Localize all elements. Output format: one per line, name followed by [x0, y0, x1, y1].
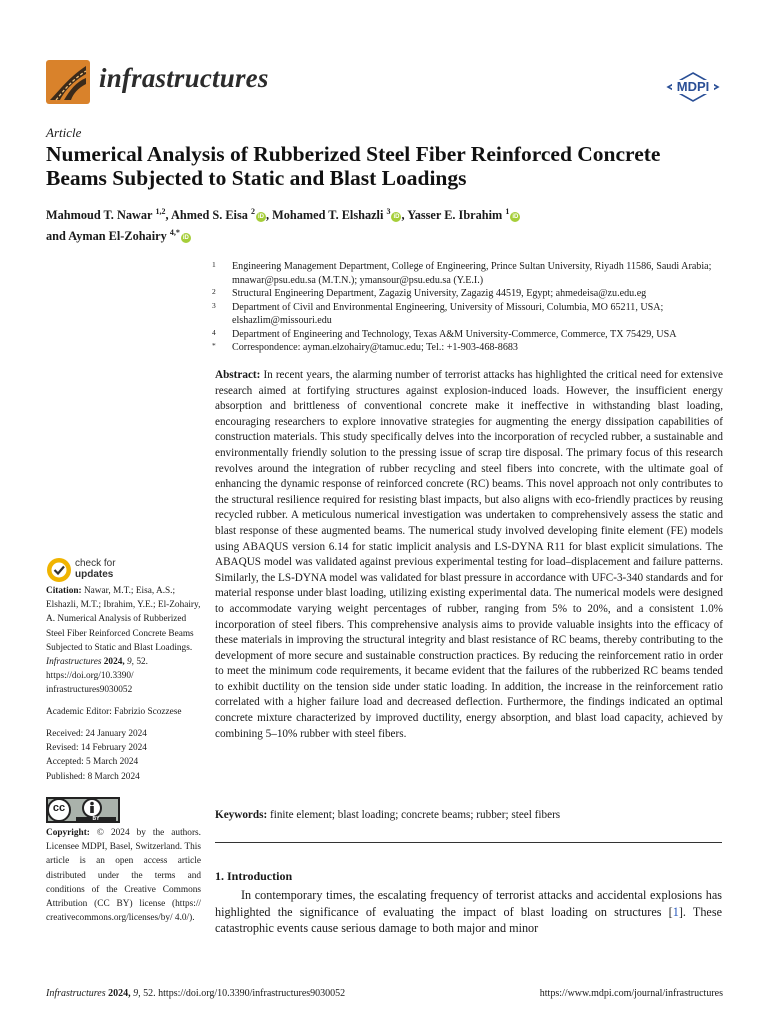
- citation-block: Citation: Nawar, M.T.; Eisa, A.S.; Elshazli, M.T.; Ibrahim, Y.E.; El-Zohairy, A. Numerical Analysis of Rubberized Steel Fiber Reinforced Concrete Beams Subjected to Static and Blast Loadings. Infrastructures 2024, 9, 52. https://doi.org/10.3390/ infrastructures9030052: [46, 586, 201, 696]
- author-affil-sup: 4,*: [169, 228, 180, 238]
- check-updates-icon: [46, 557, 72, 583]
- cc-by-license-icon[interactable]: [46, 797, 120, 823]
- affiliation-item: 2 Structural Engineering Department, Zagazig University, Zagazig 44519, Egypt; ahmedeisa@zu.edu.eg: [212, 287, 647, 299]
- journal-logo-icon: [46, 60, 90, 104]
- keywords-text: finite element; blast loading; concrete beams; rubber; steel fibers: [270, 809, 561, 821]
- cc-badge-text: BY: [92, 816, 100, 822]
- orcid-icon[interactable]: iD: [393, 214, 400, 221]
- abstract-text: In recent years, the alarming number of terrorist attacks has highlighted the critical need for extensive research aimed at fortifying structures against explosion-induced loads. However, the insufficient energy absorption and brittleness of conventional concrete make it ineffective in withstanding blast loading, encouraging researchers to explore innovative strategies for augmenting the energy dissipation capabilities of construction materials. This study specifically delves into the incorporation of recycled rubber, a sustainable and environmentally friendly solution to the pressing issue of scrap tire disposal. The primary focus of this research revolves around the integration of rubber recycling and steel fibers into concrete, with the ultimate goal of enhancing the dynamic response of reinforced concrete (RC) beams. This novel approach not only contributes to the structural resilience required for resisting blast impacts, but also aligns with eco-friendly practices by reusing recycled rubber. A meticulous numerical investigation was undertaken to comprehensively assess the static and blast response of these augmented beams. The numerical study involved developing finite element (FE) models using ABAQUS version 6.14 for static implicit analysis and LS-DYNA R11 for blast explicit simulations. The ABAQUS model was validated against previous experimental testing for load–displacement and failure patterns. Similarly, the LS-DYNA model was validated for blast pressure in accordance with UFC-3-340 standards and for material response under blast loading, utilizing existing experimental data. The numerical models were designed to accommodate varying weight percentages of rubber, ranging from 5% to 20%, and a consistent 1.0% incorporation of steel fibers. This comprehensive analysis aims to provide valuable insights into the efficacy of these materials in improving the structural integrity and blast resistance of RC beams, thereby contributing to the development of more secure and sustainable construction practices. By reducing the reinforcement ratio in order to meet the minimum code requirements, it became evident that the failures of the rubberized RC beams tended to exhibit ductility on the tension side under static loading. In addition, the increase in the reinforcement ratio correlated with a higher failure load and decreased deflection. Furthermore, the findings indicated an optimal concrete mixture characterized by improved ductility, energy absorption, and blast load capacity, achieved by combining 5–10% rubber with steel fibers.: [215, 369, 724, 740]
- revised-date: Revised: 14 February 2024: [46, 743, 147, 754]
- mdpi-logo[interactable]: [666, 72, 720, 102]
- section-heading-introduction: 1. Introduction: [215, 869, 293, 883]
- introduction-text: In contemporary times, the escalating frequency of terrorist attacks and accidental explosions has highlighted the significance of evaluating the impact of blast loading on structures [1]. These catastrophic events cause serious damage to both major and minor: [215, 888, 722, 936]
- author-affil-sup: 2: [250, 207, 255, 216]
- article-type: Article: [46, 125, 82, 140]
- reference-link[interactable]: 1: [672, 904, 679, 919]
- affiliations: [212, 260, 727, 355]
- published-date: Published: 8 March 2024: [46, 771, 140, 782]
- author-affil-sup: 1: [505, 207, 510, 216]
- journal-name: infrastructures: [99, 63, 269, 93]
- received-date: Received: 24 January 2024: [46, 729, 147, 739]
- mdpi-logo-text: MDPI: [676, 79, 710, 94]
- footer-journal-url[interactable]: https://www.mdpi.com/journal/infrastructures: [539, 988, 723, 999]
- author-name: Ayman El-Zohairy: [68, 229, 167, 244]
- keywords-label: Keywords:: [215, 809, 268, 821]
- author-affil-sup: 3: [386, 207, 391, 216]
- abstract: [215, 368, 723, 742]
- orcid-icon[interactable]: iD: [182, 235, 189, 242]
- keywords: [215, 808, 723, 824]
- orcid-icon[interactable]: iD: [512, 214, 519, 221]
- author-name: Ahmed S. Eisa: [171, 208, 248, 223]
- orcid-icon[interactable]: iD: [257, 214, 264, 221]
- check-updates-text: check for updates: [75, 558, 116, 580]
- author-name: Yasser E. Ibrahim: [407, 208, 503, 223]
- author-affil-sup: 1,2: [155, 207, 166, 216]
- affiliation-item: 1 Engineering Management Department, College of Engineering, Prince Sultan University, Riyadh 11586, Saudi Arabia; mnawar@psu.edu.sa (M.T.N.); ymansour@psu.edu.sa (Y.E.I.): [212, 260, 712, 286]
- accepted-date: Accepted: 5 March 2024: [46, 757, 139, 768]
- author-name: Mahmoud T. Nawar: [46, 208, 153, 223]
- correspondence: * Correspondence: ayman.elzohairy@tamuc.edu; Tel.: +1-903-468-8683: [212, 341, 518, 353]
- check-for-updates-badge[interactable]: [46, 557, 166, 583]
- article-title: Numerical Analysis of Rubberized Steel Fiber Reinforced Concrete Beams Subjected to Static and Blast Loadings: [46, 142, 661, 190]
- author-list: Mahmoud T. Nawar $^{1,2}$, Ahmed S. Eisa $^2$iD , Mohamed T. Elshazli $^3$iD , Yasser E. Ibrahim $^1$iD and Ayman El-Zohairy $^{4,*}$iD: [46, 207, 519, 244]
- footer-citation: Infrastructures 2024, 9, 52. https://doi.org/10.3390/infrastructures9030052: [46, 988, 346, 999]
- academic-editor: Academic Editor: Fabrizio Scozzese: [46, 707, 182, 717]
- copyright-notice: Copyright: © 2024 by the authors. Licensee MDPI, Basel, Switzerland. This article is an open access article distributed under the terms and conditions of the Creative Commons Attribution (CC BY) license (https:// creativecommons.org/licenses/by/ 4.0/).: [46, 828, 201, 924]
- cc-cc-mark: cc: [52, 802, 66, 814]
- affiliation-item: 4 Department of Engineering and Technology, Texas A&M University-Commerce, Commerce, TX 75429, USA: [212, 327, 677, 340]
- section-divider: [215, 842, 722, 843]
- author-name: Mohamed T. Elshazli: [272, 208, 384, 223]
- abstract-label: Abstract:: [215, 369, 261, 381]
- affiliation-item: 3 Department of Civil and Environmental Engineering, University of Missouri, Columbia, MO 65211, USA; elshazlim@missouri.edu: [212, 300, 664, 326]
- publication-dates: [46, 727, 201, 784]
